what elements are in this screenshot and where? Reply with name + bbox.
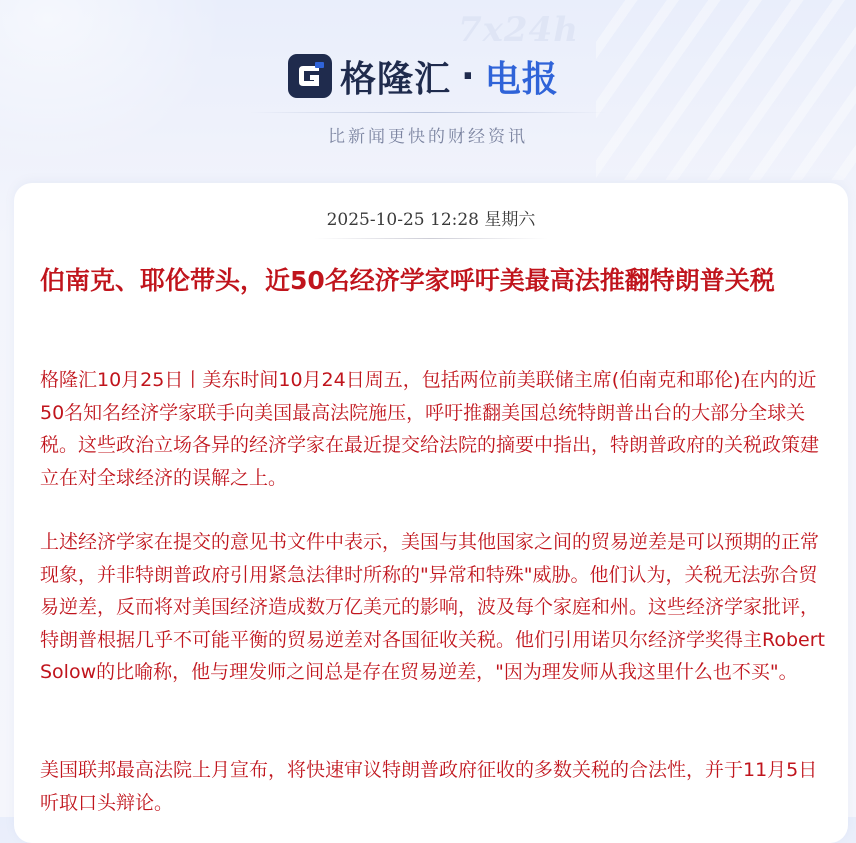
news-card [14,183,848,843]
article-paragraph-2: 上述经济学家在提交的意见书文件中表示，美国与其他国家之间的贸易逆差是可以预期的正常现象，并非特朗普政府引用紧急法律时所称的"异常和特殊"威胁。他们认为，关税无法弥合贸易逆差，反而将对美国经济造成数万亿美元的影响，波及每个家庭和州。这些经济学家批评，特朗普根据几乎不可能平衡的贸易逆差对各国征收关税。他们引用诺贝尔经济学奖得主Robert Solow的比喻称，他与理发师之间总是存在贸易逆差，"因为理发师从我这里什么也不买"。 [40,531,825,683]
article-paragraph-3: 美国联邦最高法院上月宣布，将快速审议特朗普政府征收的多数关税的合法性，并于11月5日听取口头辩论。 [40,759,818,814]
slogan-divider [250,112,606,113]
header-stripes-decoration [596,0,856,180]
gelonghui-logo-icon [288,54,332,98]
brand-header [0,0,856,190]
slogan: 比新闻更快的财经资讯 [328,127,528,147]
publish-datetime: 2025-10-25 12:28 星期六 [326,210,536,230]
brand-subtitle: 电报 [484,58,559,100]
header-decoration [0,0,240,180]
article-paragraph-1: 格隆汇10月25日丨美东时间10月24日周五，包括两位前美联储主席(伯南克和耶伦)在内的近50名知名经济学家联手向美国最高法院施压，呼吁推翻美国总统特朗普出台的大部分全球关税。这些政治立场各异的经济学家在最近提交给法院的摘要中指出，特朗普政府的关税政策建立在对全球经济的误解之上。 [40,369,820,489]
watermark-7x24h: 7x24h [458,10,579,50]
brand-separator: · [461,55,475,97]
datetime-divider [314,238,548,239]
brand-logo [288,48,559,104]
article-title: 伯南克、耶伦带头，近50名经济学家呼吁美最高法推翻特朗普关税 [40,266,775,295]
brand-name: 格隆汇 [340,58,452,100]
